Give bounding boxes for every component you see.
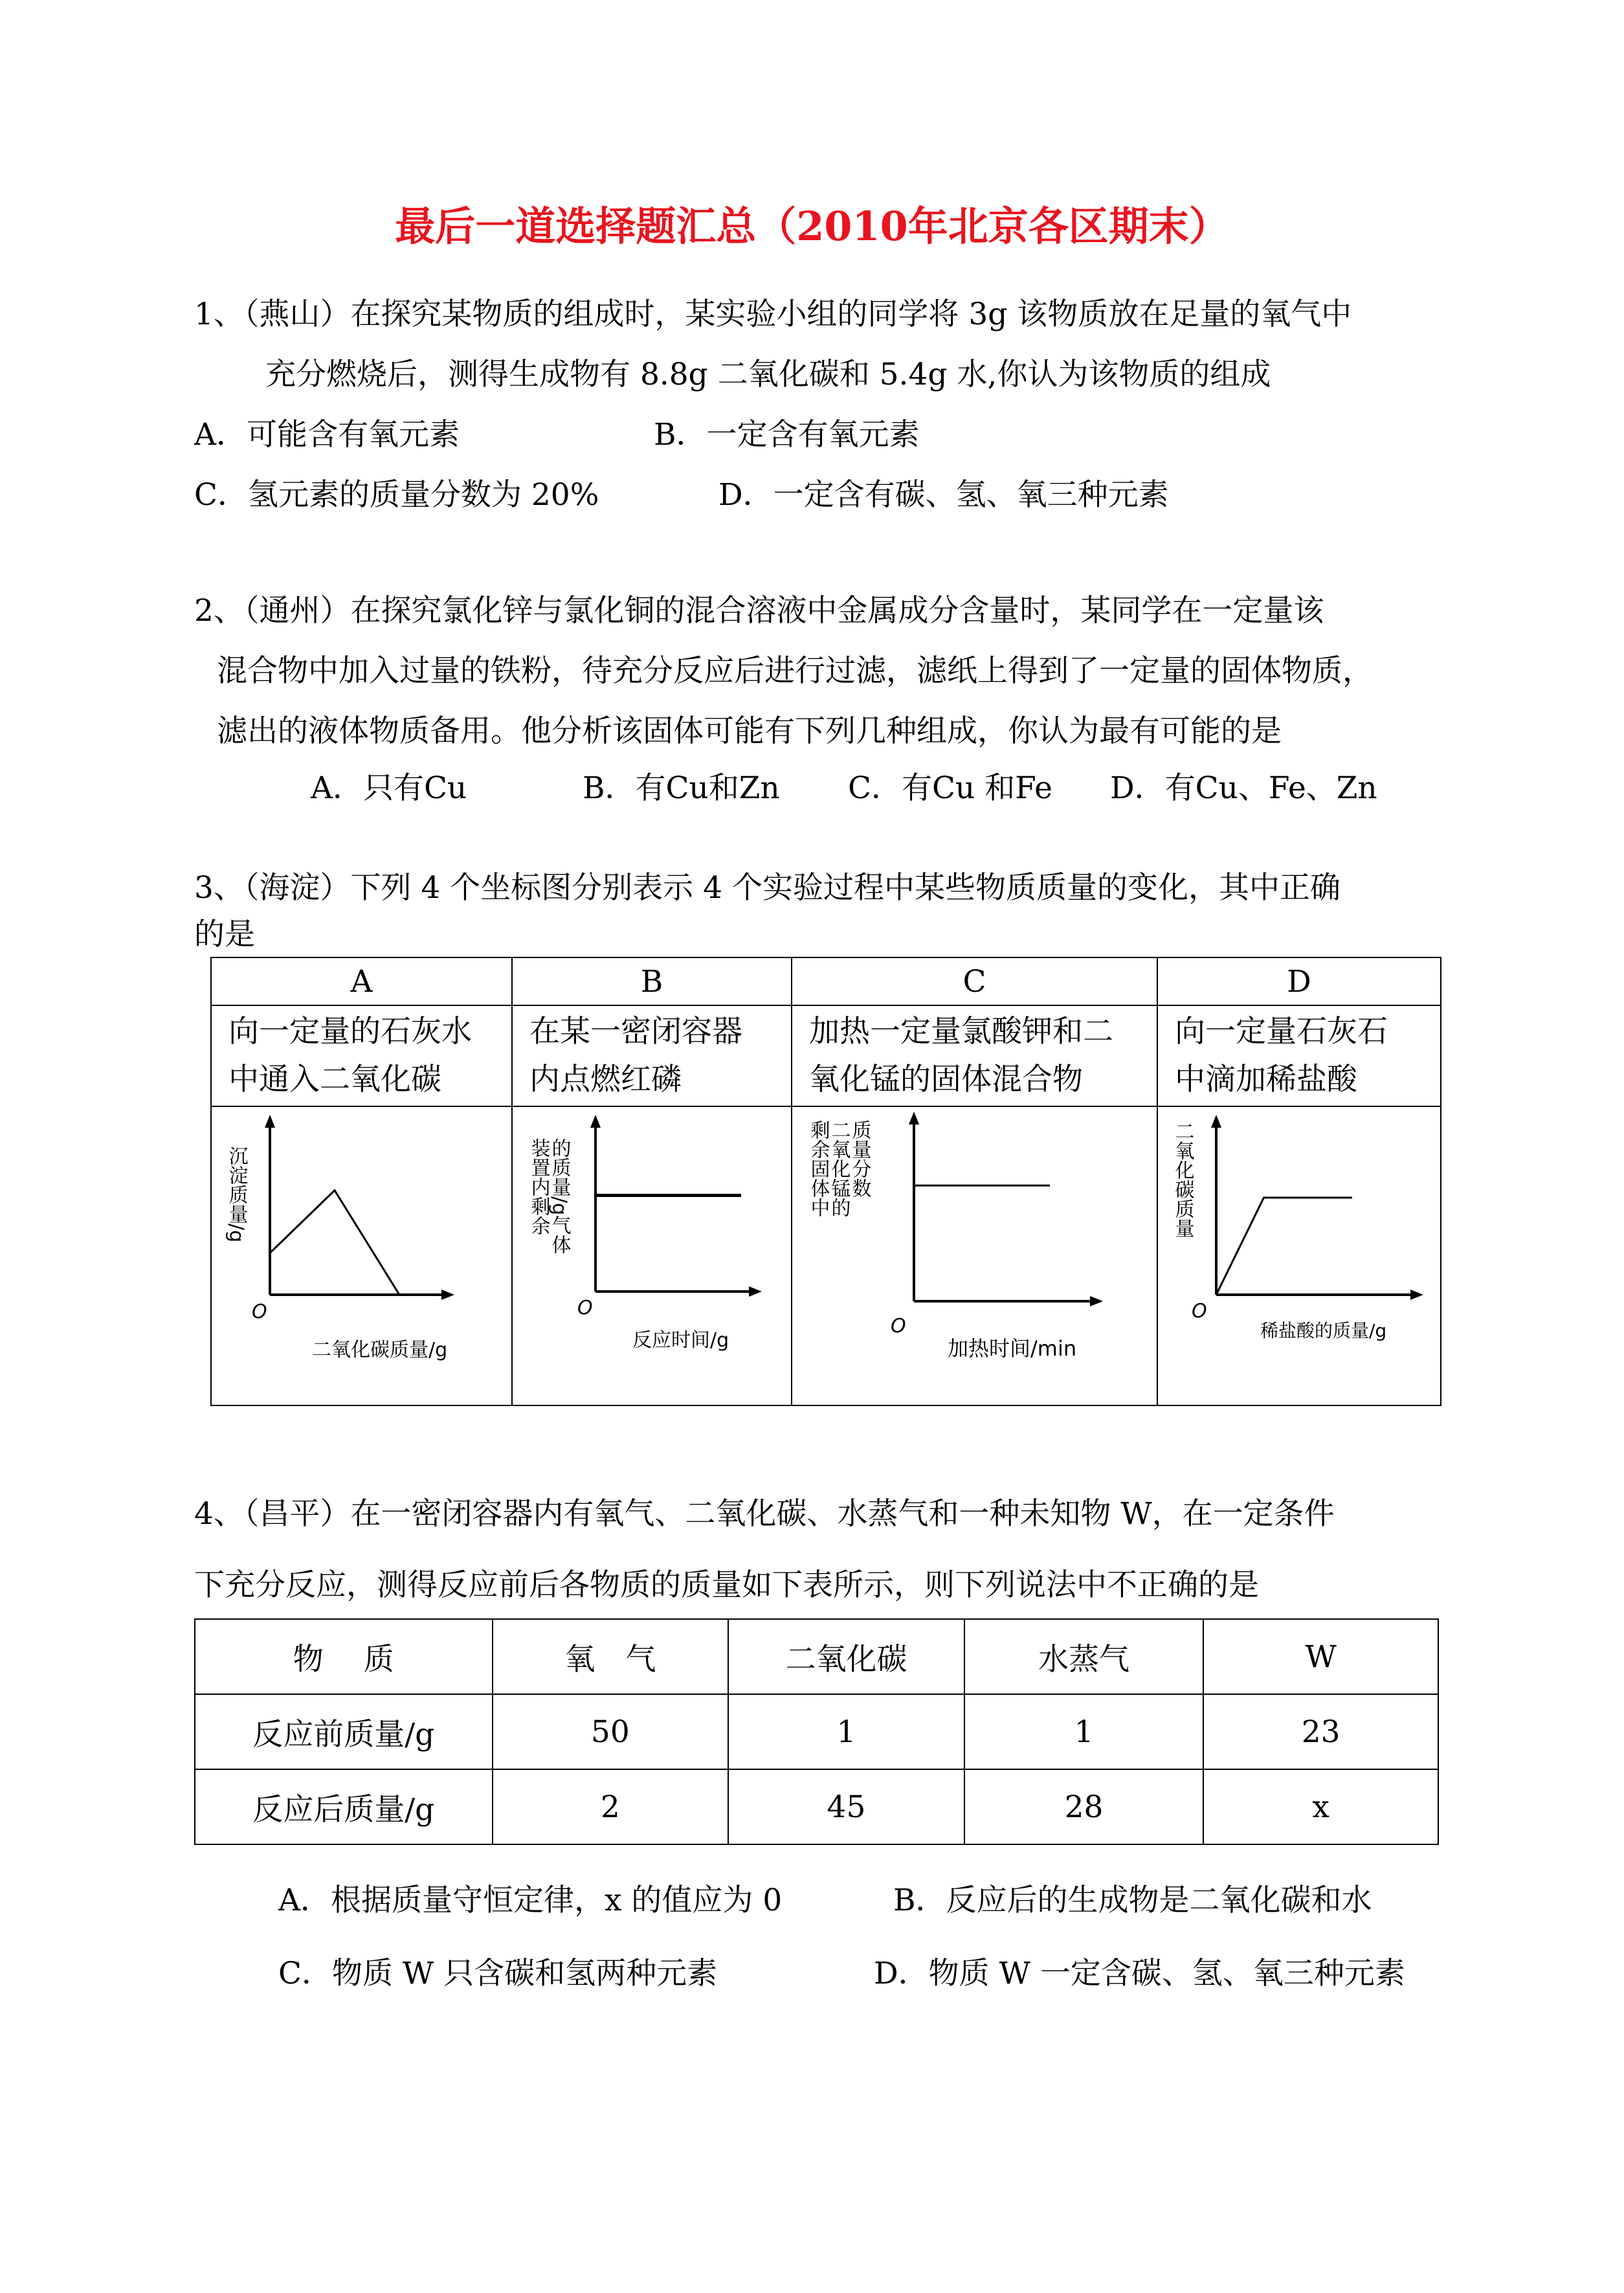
chart-b (513, 1107, 791, 1397)
q2-line2: 混合物中加入过量的铁粉，待充分反应后进行过滤，滤纸上得到了一定量的固体物质， (217, 653, 1373, 689)
chart-a-cell (211, 1106, 512, 1405)
chart-d-cell (1157, 1106, 1441, 1405)
q3-desc-b-line1: 在某一密闭容器 (529, 1014, 742, 1049)
q3-line2: 的是 (194, 917, 255, 952)
q2-option-d: D．有Cu、Fe、Zn (1110, 770, 1377, 806)
q1-line1: 1、（燕山）在探究某物质的组成时，某实验小组的同学将 3g 该物质放在足量的氧气中 (194, 296, 1352, 332)
q4-row1-vapor: 1 (964, 1694, 1204, 1769)
q4-row1-oxygen: 50 (493, 1694, 729, 1769)
chart-b-cell (512, 1106, 792, 1405)
chart-a (212, 1107, 511, 1397)
chart-d-origin: O (1192, 1300, 1207, 1323)
chart-c-ylabel-part3: 质量分数 (848, 1120, 871, 1198)
q4-header-co2: 二氧化碳 (728, 1619, 964, 1694)
q2-option-b: B．有Cu和Zn (583, 770, 780, 806)
q2-line3: 滤出的液体物质备用。他分析该固体可能有下列几种组成，你认为最有可能的是 (217, 713, 1282, 749)
q4-row1-co2: 1 (728, 1694, 964, 1769)
chart-d (1158, 1107, 1440, 1397)
chart-b-y-arrow (590, 1115, 601, 1128)
q3-desc-d-line1: 向一定量石灰石 (1175, 1014, 1388, 1049)
chart-a-ylabel: 沉淀质量/g (225, 1146, 248, 1243)
page-title: 最后一道选择题汇总（2010年北京各区期末） (395, 203, 1229, 250)
q3-desc-a (211, 1005, 512, 1106)
chart-a-origin: O (252, 1301, 267, 1323)
q1-option-a: A．可能含有氧元素 (194, 417, 460, 453)
q2-option-c: C．有Cu 和Fe (848, 770, 1052, 806)
q3-desc-c-line1: 加热一定量氯酸钾和二 (809, 1014, 1113, 1049)
q4-table (194, 1618, 1439, 1845)
table-row (195, 1694, 1438, 1769)
q4-row1-w: 23 (1203, 1694, 1438, 1769)
q4-line2: 下充分反应，测得反应前后各物质的质量如下表所示，则下列说法中不正确的是 (194, 1567, 1259, 1603)
q3-header-b: B (512, 957, 792, 1005)
chart-b-origin: O (577, 1297, 593, 1319)
chart-d-y-arrow (1211, 1115, 1221, 1128)
chart-d-xlabel: 稀盐酸的质量/g (1260, 1320, 1387, 1341)
q3-header-d: D (1157, 957, 1441, 1005)
q3-desc-a-line2: 中通入二氧化碳 (228, 1062, 441, 1097)
q1-option-c: C．氢元素的质量分数为 20% (194, 477, 599, 513)
q2-option-a: A．只有Cu (311, 770, 467, 806)
q4-line1: 4、（昌平）在一密闭容器内有氧气、二氧化碳、水蒸气和一种未知物 W，在一定条件 (194, 1496, 1335, 1532)
q1-option-b: B．一定含有氧元素 (654, 417, 920, 453)
chart-b-xlabel: 反应时间/g (632, 1329, 729, 1352)
chart-b-ylabel: 装置内剩余气体的质量/g (513, 1107, 520, 1108)
chart-a-y-arrow (265, 1115, 275, 1128)
chart-c-origin: O (891, 1315, 906, 1337)
q4-option-a: A．根据质量守恒定律，x 的值应为 0 (278, 1883, 783, 1918)
chart-c-cell (792, 1106, 1157, 1405)
chart-c (792, 1107, 1157, 1397)
chart-c-ylabel: 剩余固体中二氧化锰的质量分数 (792, 1107, 801, 1108)
chart-d-ylabel: 二氧化碳质量 (1171, 1121, 1194, 1238)
q3-line1: 3、（海淀）下列 4 个坐标图分别表示 4 个实验过程中某些物质质量的变化，其中正确 (194, 870, 1340, 906)
table-row (195, 1769, 1438, 1844)
q4-row2-label: 反应后质量/g (195, 1769, 493, 1844)
q3-header-c: C (792, 957, 1157, 1005)
chart-a-x-arrow (441, 1290, 454, 1300)
chart-c-x-arrow (1090, 1296, 1103, 1306)
q1-option-d: D．一定含有碳、氢、氧三种元素 (718, 477, 1169, 513)
q4-row2-oxygen: 2 (493, 1769, 729, 1844)
q4-option-b: B．反应后的生成物是二氧化碳和水 (893, 1883, 1372, 1918)
chart-c-ylabel-part1: 剩余固体中 (806, 1120, 830, 1217)
q4-header-vapor: 水蒸气 (964, 1619, 1204, 1694)
q4-option-c: C．物质 W 只含碳和氢两种元素 (278, 1956, 718, 1991)
chart-c-y-arrow (909, 1112, 919, 1124)
chart-d-series-line (1216, 1198, 1352, 1295)
q4-row2-vapor: 28 (964, 1769, 1204, 1844)
q3-desc-b (512, 1005, 792, 1106)
q4-header-w: W (1203, 1619, 1438, 1694)
chart-a-series-line (270, 1191, 399, 1295)
q3-desc-a-line1: 向一定量的石灰水 (228, 1014, 472, 1049)
chart-b-x-arrow (749, 1286, 762, 1297)
q4-row2-w: x (1203, 1769, 1438, 1844)
q4-row2-co2: 45 (728, 1769, 964, 1844)
q3-header-a: A (211, 957, 512, 1005)
q3-desc-d-line2: 中滴加稀盐酸 (1175, 1062, 1357, 1097)
chart-d-x-arrow (1410, 1290, 1423, 1300)
q3-desc-c (792, 1005, 1157, 1106)
q1-line2: 充分燃烧后，测得生成物有 8.8g 二氧化碳和 5.4g 水,你认为该物质的组成 (265, 357, 1271, 392)
chart-b-ylabel-part2: 的质量/g气体 (548, 1138, 571, 1255)
q3-table (210, 957, 1441, 1406)
q4-header-substance: 物 质 (195, 1619, 493, 1694)
chart-c-xlabel: 加热时间/min (948, 1336, 1077, 1361)
q4-header-oxygen: 氧 气 (493, 1619, 729, 1694)
chart-c-ylabel-part2: 二氧化锰的 (827, 1120, 851, 1217)
q3-desc-b-line2: 内点燃红磷 (529, 1062, 682, 1097)
q4-option-d: D．物质 W 一定含碳、氢、氧三种元素 (874, 1956, 1405, 1991)
q3-desc-d (1157, 1005, 1441, 1106)
chart-b-ylabel-part1: 装置内剩余 (527, 1138, 550, 1235)
q3-desc-c-line2: 氧化锰的固体混合物 (809, 1062, 1083, 1097)
q2-line1: 2、（通州）在探究氯化锌与氯化铜的混合溶液中金属成分含量时，某同学在一定量该 (194, 593, 1324, 629)
q4-row1-label: 反应前质量/g (195, 1694, 493, 1769)
chart-a-xlabel: 二氧化碳质量/g (312, 1339, 448, 1361)
